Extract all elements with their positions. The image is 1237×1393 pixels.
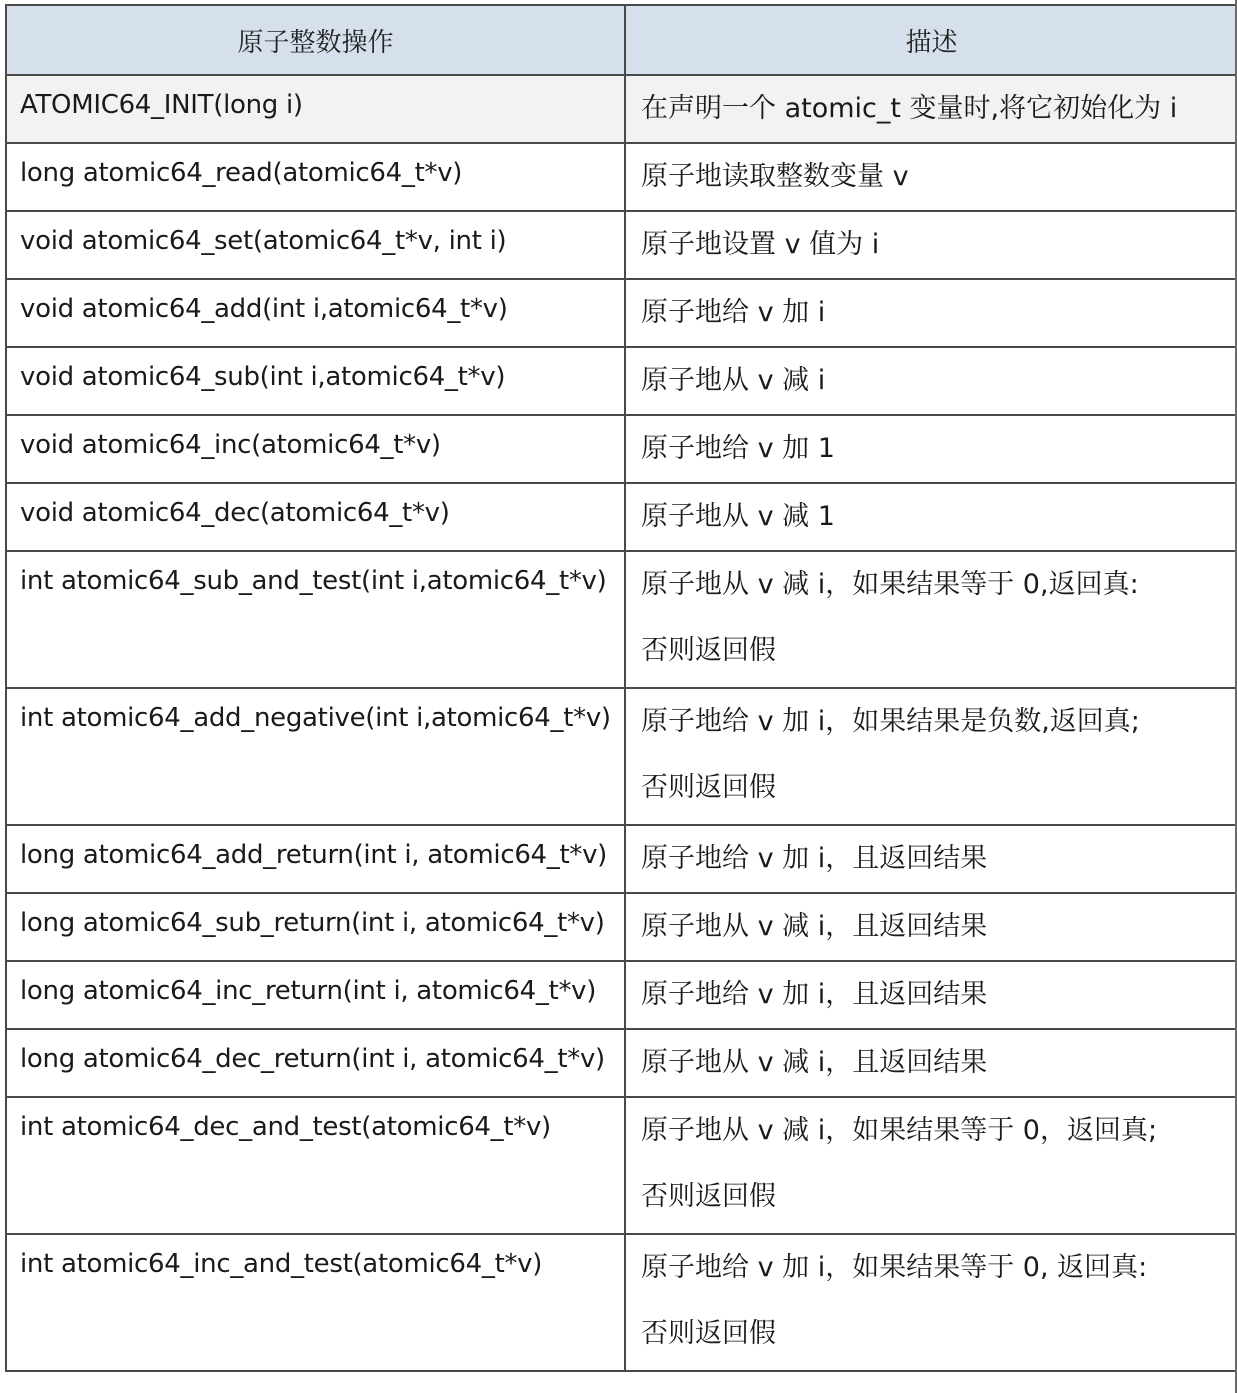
- table-header-row: [6, 5, 1237, 75]
- table-row: [6, 893, 1237, 961]
- operation-cell: void atomic64_set(atomic64_t*v, int i): [6, 211, 625, 279]
- description-line: 原子地给 v 加 1: [641, 433, 835, 464]
- description-cell: [625, 483, 1237, 551]
- table-row: [6, 347, 1237, 415]
- table-row: [6, 143, 1237, 211]
- description-cell: [625, 893, 1237, 961]
- description-line: 原子地从 v 减 i，且返回结果: [641, 1047, 988, 1078]
- operation-cell: int atomic64_dec_and_test(atomic64_t*v): [6, 1097, 625, 1234]
- table-row: [6, 75, 1237, 143]
- description-cell: [625, 551, 1237, 688]
- description-line: 原子地给 v 加 i，如果结果等于 0, 返回真:: [641, 1252, 1148, 1283]
- table-row: [6, 961, 1237, 1029]
- operation-cell: void atomic64_sub(int i,atomic64_t*v): [6, 347, 625, 415]
- description-line: 否则返回假: [641, 1181, 776, 1212]
- operation-cell: int atomic64_sub_and_test(int i,atomic64_t*v): [6, 551, 625, 688]
- description-line: 原子地给 v 加 i，且返回结果: [641, 979, 988, 1010]
- operation-cell: void atomic64_add(int i,atomic64_t*v): [6, 279, 625, 347]
- table-row: [6, 551, 1237, 688]
- operation-cell: long atomic64_add_return(int i, atomic64_t*v): [6, 825, 625, 893]
- description-line: 原子地从 v 减 i: [641, 365, 826, 396]
- operation-cell: int atomic64_inc_and_test(atomic64_t*v): [6, 1234, 625, 1371]
- table-row: [6, 483, 1237, 551]
- table-row: [6, 825, 1237, 893]
- description-line: 原子地给 v 加 i，如果结果是负数,返回真;: [641, 706, 1140, 737]
- description-cell: [625, 211, 1237, 279]
- description-cell: [625, 825, 1237, 893]
- description-line: 原子地给 v 加 i: [641, 297, 826, 328]
- table-row: [6, 688, 1237, 825]
- description-line: 原子地从 v 减 i，如果结果等于 0,返回真:: [641, 569, 1139, 600]
- table-row: [6, 279, 1237, 347]
- description-cell: [625, 688, 1237, 825]
- description-line: 否则返回假: [641, 772, 776, 803]
- description-cell: [625, 961, 1237, 1029]
- description-cell: [625, 415, 1237, 483]
- operation-cell: void atomic64_inc(atomic64_t*v): [6, 415, 625, 483]
- table-row: [6, 1234, 1237, 1371]
- description-line: 原子地从 v 减 i，且返回结果: [641, 911, 988, 942]
- description-cell: [625, 143, 1237, 211]
- operation-cell: int atomic64_add_negative(int i,atomic64_t*v): [6, 688, 625, 825]
- header-operation: 原子整数操作: [6, 5, 625, 75]
- description-cell: [625, 1097, 1237, 1234]
- description-cell: [625, 347, 1237, 415]
- description-cell: [625, 1234, 1237, 1371]
- description-line: 原子地设置 v 值为 i: [641, 229, 880, 260]
- description-line: 在声明一个 atomic_t 变量时,将它初始化为 i: [641, 93, 1178, 124]
- operation-cell: ATOMIC64_INIT(long i): [6, 75, 625, 143]
- description-line: 原子地从 v 减 1: [641, 501, 835, 532]
- description-line: 否则返回假: [641, 635, 776, 666]
- description-line: 原子地从 v 减 i，如果结果等于 0，返回真;: [641, 1115, 1158, 1146]
- table-row: [6, 1029, 1237, 1097]
- description-cell: [625, 1029, 1237, 1097]
- operation-cell: long atomic64_inc_return(int i, atomic64_t*v): [6, 961, 625, 1029]
- description-line: 原子地读取整数变量 v: [641, 161, 909, 192]
- table-row: [6, 211, 1237, 279]
- table-row: [6, 1097, 1237, 1234]
- operation-cell: long atomic64_dec_return(int i, atomic64_t*v): [6, 1029, 625, 1097]
- operation-cell: long atomic64_read(atomic64_t*v): [6, 143, 625, 211]
- description-cell: [625, 279, 1237, 347]
- table-row: [6, 415, 1237, 483]
- atomic-operations-table: [5, 4, 1237, 1372]
- description-line: 原子地给 v 加 i，且返回结果: [641, 843, 988, 874]
- operation-cell: void atomic64_dec(atomic64_t*v): [6, 483, 625, 551]
- description-line: 否则返回假: [641, 1318, 776, 1349]
- header-description: 描述: [625, 5, 1237, 75]
- description-cell: [625, 75, 1237, 143]
- operation-cell: long atomic64_sub_return(int i, atomic64_t*v): [6, 893, 625, 961]
